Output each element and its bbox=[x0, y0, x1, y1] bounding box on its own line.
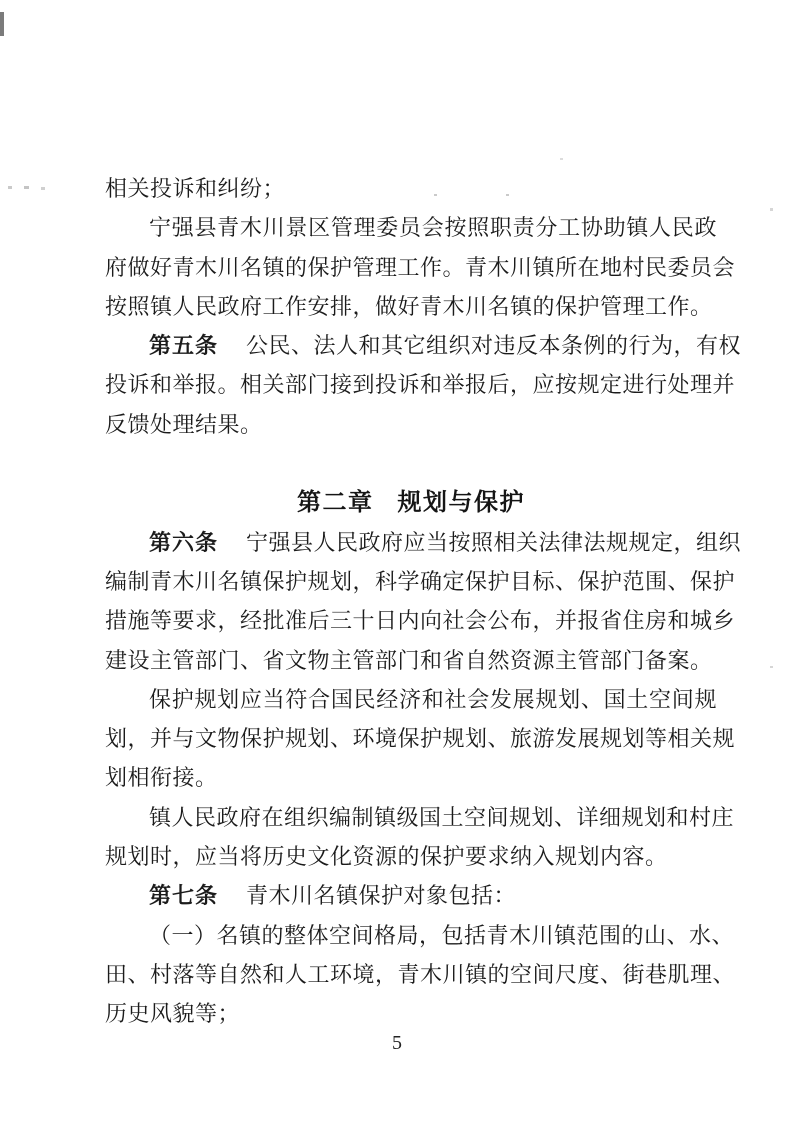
text-line: 划，并与文物保护规划、环境保护规划、旅游发展规划等相关规 bbox=[105, 726, 736, 752]
scan-artifact bbox=[560, 158, 563, 160]
article-text: 青木川名镇保护对象包括： bbox=[246, 883, 517, 909]
text-line: （一）名镇的整体空间格局，包括青木川镇范围的山、水、 bbox=[149, 922, 735, 948]
text-line: 反馈处理结果。 bbox=[105, 411, 263, 437]
article-number-label: 第七条 bbox=[149, 883, 219, 909]
text-line-article-6 bbox=[105, 523, 742, 562]
chapter-number: 第二章 bbox=[297, 489, 374, 517]
text-line: 府做好青木川名镇的保护管理工作。青木川镇所在地村民委员会 bbox=[105, 254, 736, 280]
text-line: 宁强县青木川景区管理委员会按照职责分工协助镇人民政 bbox=[149, 215, 717, 241]
text-line: 划相衔接。 bbox=[105, 765, 218, 791]
text-line: 规划时，应当将历史文化资源的保护要求纳入规划内容。 bbox=[105, 844, 668, 870]
text-line: 田、村落等自然和人工环境，青木川镇的空间尺度、街巷肌理、 bbox=[105, 961, 736, 987]
scan-artifact bbox=[770, 666, 773, 668]
text-line-article-7 bbox=[105, 876, 717, 915]
text-line: 相关投诉和纠纷； bbox=[105, 176, 286, 201]
page-number: 5 bbox=[392, 1032, 402, 1054]
scan-artifact bbox=[41, 187, 45, 190]
text-line: 投诉和举报。相关部门接到投诉和举报后，应按规定进行处理并 bbox=[105, 372, 736, 398]
document-body bbox=[105, 169, 742, 1034]
text-line: 措施等要求，经批准后三十日内向社会公布，并报省住房和城乡 bbox=[105, 608, 736, 634]
text-line: 按照镇人民政府工作安排，做好青木川名镇的保护管理工作。 bbox=[105, 293, 713, 319]
article-number-label: 第五条 bbox=[149, 333, 219, 359]
chapter-title: 规划与保护 bbox=[397, 489, 525, 517]
chapter-heading bbox=[105, 483, 717, 522]
article-text: 公民、法人和其它组织对违反本条例的行为，有权 bbox=[246, 333, 742, 359]
scan-artifact bbox=[8, 186, 12, 189]
scan-artifact bbox=[0, 12, 4, 36]
text-line: 建设主管部门、省文物主管部门和省自然资源主管部门备案。 bbox=[105, 647, 713, 673]
scan-artifact bbox=[24, 186, 29, 189]
text-line: 编制青木川名镇保护规划，科学确定保护目标、保护范围、保护 bbox=[105, 568, 736, 594]
scan-artifact bbox=[770, 208, 773, 211]
text-line: 镇人民政府在组织编制镇级国土空间规划、详细规划和村庄 bbox=[149, 804, 735, 830]
text-line-article-5 bbox=[105, 326, 742, 365]
article-text: 宁强县人民政府应当按照相关法律法规规定，组织 bbox=[246, 529, 742, 555]
text-line: 保护规划应当符合国民经济和社会发展规划、国土空间规 bbox=[149, 686, 717, 712]
text-line: 历史风貌等； bbox=[105, 1001, 241, 1027]
article-number-label: 第六条 bbox=[149, 529, 219, 555]
